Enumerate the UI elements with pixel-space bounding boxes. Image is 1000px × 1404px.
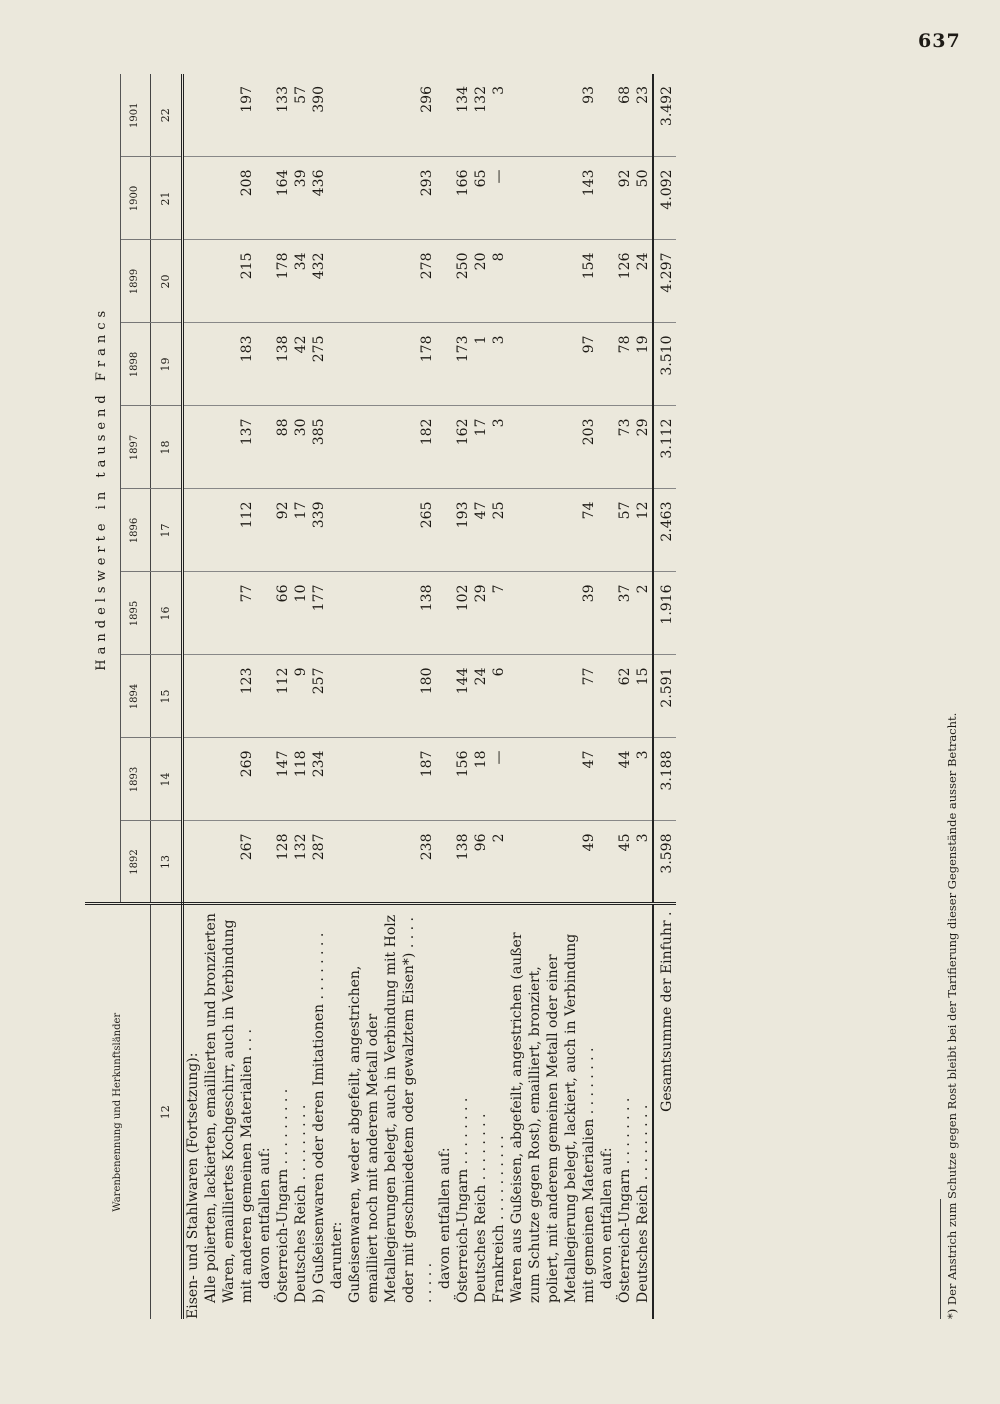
value-cell: 257 [310, 655, 328, 738]
value-cell [256, 738, 274, 821]
value-cell: 47 [472, 489, 490, 572]
value-cell: 187 [346, 738, 436, 821]
row-label: darunter: [328, 904, 346, 1319]
value-cell [598, 821, 616, 904]
value-cell: 134 [454, 74, 472, 157]
value-cell [183, 655, 203, 738]
table-row [616, 74, 634, 1319]
row-label: Eisen- und Stahlwaren (Fortsetzung): [183, 904, 203, 1319]
column-index: 21 [151, 157, 183, 240]
value-cell: 45 [616, 821, 634, 904]
value-cell [183, 74, 203, 157]
value-cell [328, 323, 346, 406]
table-body [183, 74, 677, 1319]
value-cell [598, 655, 616, 738]
value-cell: 132 [472, 74, 490, 157]
column-index: 13 [151, 821, 183, 904]
total-row [653, 74, 676, 1319]
value-cell: 10 [292, 572, 310, 655]
value-cell: 275 [310, 323, 328, 406]
value-cell: 215 [202, 240, 256, 323]
row-label: Deutsches Reich . . . . . . . . . [634, 904, 653, 1319]
column-index: 20 [151, 240, 183, 323]
value-cell: 183 [202, 323, 256, 406]
value-cell: 3 [634, 738, 653, 821]
value-cell [598, 240, 616, 323]
value-cell: 138 [274, 323, 292, 406]
value-cell: 15 [634, 655, 653, 738]
value-cell [256, 655, 274, 738]
value-cell [183, 406, 203, 489]
value-cell: 432 [310, 240, 328, 323]
value-cell: 7 [490, 572, 508, 655]
column-index: 12 [151, 904, 183, 1319]
value-cell: 293 [346, 157, 436, 240]
value-cell: 78 [616, 323, 634, 406]
row-label: Österreich-Ungarn . . . . . . . . [454, 904, 472, 1319]
value-cell: 267 [202, 821, 256, 904]
total-label: Gesamtsumme der Einfuhr . [653, 904, 676, 1319]
value-cell: 12 [634, 489, 653, 572]
value-cell: 173 [454, 323, 472, 406]
value-cell: 92 [274, 489, 292, 572]
year-header: 1895 [120, 572, 150, 655]
table-row [346, 74, 436, 1319]
value-cell: 112 [274, 655, 292, 738]
trade-values-table [85, 74, 676, 1319]
value-cell: 143 [508, 157, 598, 240]
row-label: Österreich-Ungarn . . . . . . . . . [274, 904, 292, 1319]
value-cell: 178 [274, 240, 292, 323]
value-cell [256, 821, 274, 904]
row-label: Gußeisenwaren, weder abgefeilt, angestrichen, emailliert noch mit anderem Metall oder Metallegierungen belegt, auch in Verbindung mit Holz oder mit geschmiedetem oder gewalztem Eisen*) . . . . . . . . . [346, 904, 436, 1319]
column-index: 14 [151, 738, 183, 821]
total-value-cell: 4.092 [653, 157, 676, 240]
row-label: Österreich-Ungarn . . . . . . . . [616, 904, 634, 1319]
value-cell [598, 323, 616, 406]
table-row [328, 74, 346, 1319]
value-cell: 34 [292, 240, 310, 323]
value-cell: 44 [616, 738, 634, 821]
value-cell [183, 323, 203, 406]
table-row [310, 74, 328, 1319]
value-cell: 154 [508, 240, 598, 323]
footnote [940, 79, 959, 1319]
value-cell: 162 [454, 406, 472, 489]
value-cell: 164 [274, 157, 292, 240]
value-cell [256, 240, 274, 323]
value-cell: 73 [616, 406, 634, 489]
value-cell: 39 [508, 572, 598, 655]
category-header: Warenbenennung und Herkunftsländer [85, 904, 151, 1319]
value-cell: 138 [346, 572, 436, 655]
table-row [436, 74, 454, 1319]
value-cell: 47 [508, 738, 598, 821]
value-cell: 17 [472, 406, 490, 489]
value-cell: 66 [274, 572, 292, 655]
year-header: 1894 [120, 655, 150, 738]
value-cell: 18 [472, 738, 490, 821]
value-cell: 39 [292, 157, 310, 240]
row-label: davon entfallen auf: [436, 904, 454, 1319]
value-cell: 88 [274, 406, 292, 489]
value-cell: — [490, 157, 508, 240]
value-cell: 96 [472, 821, 490, 904]
year-header: 1901 [120, 74, 150, 157]
value-cell: 68 [616, 74, 634, 157]
value-cell: 118 [292, 738, 310, 821]
values-group-header: Handelswerte in tausend Francs [85, 74, 120, 904]
value-cell [598, 572, 616, 655]
value-cell: 112 [202, 489, 256, 572]
total-value-cell: 4.297 [653, 240, 676, 323]
value-cell: 339 [310, 489, 328, 572]
value-cell [598, 74, 616, 157]
year-header: 1892 [120, 821, 150, 904]
value-cell: 37 [616, 572, 634, 655]
value-cell: 97 [508, 323, 598, 406]
value-cell: 193 [454, 489, 472, 572]
value-cell: 126 [616, 240, 634, 323]
table-row [508, 74, 598, 1319]
value-cell: 25 [490, 489, 508, 572]
value-cell: 74 [508, 489, 598, 572]
value-cell [256, 572, 274, 655]
year-header: 1896 [120, 489, 150, 572]
value-cell: 102 [454, 572, 472, 655]
total-value-cell: 3.188 [653, 738, 676, 821]
value-cell: 93 [508, 74, 598, 157]
value-cell [436, 489, 454, 572]
value-cell: 436 [310, 157, 328, 240]
value-cell [436, 738, 454, 821]
value-cell [436, 406, 454, 489]
value-cell: 269 [202, 738, 256, 821]
value-cell [183, 157, 203, 240]
value-cell: 6 [490, 655, 508, 738]
value-cell [256, 323, 274, 406]
value-cell: 49 [508, 821, 598, 904]
value-cell [183, 821, 203, 904]
value-cell: 8 [490, 240, 508, 323]
value-cell [436, 240, 454, 323]
value-cell: 92 [616, 157, 634, 240]
footnote-text: *) Der Anstrich zum Schutze gegen Rost bleibt bei der Tarifierung dieser Gegenstände ausser Betracht. [945, 712, 959, 1319]
row-label: Alle polierten, lackierten, emaillierten und bronzierten Waren, emailliertes Kochgeschirr, auch in Verbindung mit anderen gemeinen Materialien . . . [202, 904, 256, 1319]
value-cell [328, 572, 346, 655]
value-cell: 24 [634, 240, 653, 323]
value-cell: 3 [490, 406, 508, 489]
row-label: Deutsches Reich . . . . . . . . [472, 904, 490, 1319]
column-index: 16 [151, 572, 183, 655]
value-cell: 156 [454, 738, 472, 821]
footnote-rule [940, 1199, 941, 1319]
value-cell [328, 406, 346, 489]
value-cell: 24 [472, 655, 490, 738]
value-cell [598, 406, 616, 489]
value-cell: 19 [634, 323, 653, 406]
value-cell [436, 74, 454, 157]
value-cell: 144 [454, 655, 472, 738]
value-cell [328, 489, 346, 572]
value-cell [328, 157, 346, 240]
value-cell: 177 [310, 572, 328, 655]
value-cell [436, 655, 454, 738]
value-cell: 234 [310, 738, 328, 821]
total-value-cell: 3.598 [653, 821, 676, 904]
value-cell: 128 [274, 821, 292, 904]
value-cell [436, 323, 454, 406]
table-row [472, 74, 490, 1319]
value-cell: 208 [202, 157, 256, 240]
row-label: davon entfallen auf: [598, 904, 616, 1319]
value-cell: 132 [292, 821, 310, 904]
value-cell: 3 [634, 821, 653, 904]
value-cell: 42 [292, 323, 310, 406]
value-cell: 166 [454, 157, 472, 240]
total-value-cell: 2.591 [653, 655, 676, 738]
table-row [256, 74, 274, 1319]
value-cell [256, 489, 274, 572]
table-row [598, 74, 616, 1319]
value-cell: 1 [472, 323, 490, 406]
table-row [274, 74, 292, 1319]
value-cell: 178 [346, 323, 436, 406]
value-cell: 3 [490, 323, 508, 406]
value-cell: 50 [634, 157, 653, 240]
year-header: 1893 [120, 738, 150, 821]
value-cell [436, 572, 454, 655]
value-cell: 138 [454, 821, 472, 904]
value-cell [183, 240, 203, 323]
column-index: 15 [151, 655, 183, 738]
value-cell: 278 [346, 240, 436, 323]
value-cell [598, 157, 616, 240]
year-header: 1899 [120, 240, 150, 323]
value-cell [328, 655, 346, 738]
row-label: Deutsches Reich . . . . . . . . . [292, 904, 310, 1319]
value-cell: 203 [508, 406, 598, 489]
value-cell [256, 74, 274, 157]
value-cell: 238 [346, 821, 436, 904]
value-cell [328, 738, 346, 821]
table-row [292, 74, 310, 1319]
value-cell [256, 406, 274, 489]
value-cell: 296 [346, 74, 436, 157]
value-cell [328, 821, 346, 904]
page-number: 637 [918, 30, 961, 52]
value-cell: 29 [634, 406, 653, 489]
table-row [454, 74, 472, 1319]
value-cell [183, 738, 203, 821]
total-value-cell: 1.916 [653, 572, 676, 655]
value-cell [256, 157, 274, 240]
value-cell: 180 [346, 655, 436, 738]
value-cell: — [490, 738, 508, 821]
table-row [634, 74, 653, 1319]
value-cell: 133 [274, 74, 292, 157]
value-cell: 17 [292, 489, 310, 572]
value-cell: 29 [472, 572, 490, 655]
column-index: 19 [151, 323, 183, 406]
value-cell: 62 [616, 655, 634, 738]
value-cell: 65 [472, 157, 490, 240]
value-cell: 287 [310, 821, 328, 904]
value-cell: 9 [292, 655, 310, 738]
value-cell: 147 [274, 738, 292, 821]
year-header: 1900 [120, 157, 150, 240]
column-index: 22 [151, 74, 183, 157]
value-cell: 265 [346, 489, 436, 572]
value-cell: 77 [508, 655, 598, 738]
year-header: 1898 [120, 323, 150, 406]
value-cell: 250 [454, 240, 472, 323]
total-value-cell: 3.112 [653, 406, 676, 489]
column-index: 17 [151, 489, 183, 572]
value-cell: 137 [202, 406, 256, 489]
row-label: Waren aus Gußeisen, abgefeilt, angestrichen (außer zum Schutze gegen Rost), emailliert, bronziert, poliert, mit anderem gemeinen Metall oder einer Metallegierung belegt, lackiert, auch in Verbindung mit gemeinen Materialien . . . . . . . . [508, 904, 598, 1319]
value-cell: 20 [472, 240, 490, 323]
total-value-cell: 3.492 [653, 74, 676, 157]
value-cell [598, 738, 616, 821]
value-cell [183, 572, 203, 655]
row-label: b) Gußeisenwaren oder deren Imitationen . . . . . . . . [310, 904, 328, 1319]
value-cell: 77 [202, 572, 256, 655]
value-cell: 182 [346, 406, 436, 489]
value-cell: 385 [310, 406, 328, 489]
table-row [202, 74, 256, 1319]
value-cell: 123 [202, 655, 256, 738]
value-cell: 23 [634, 74, 653, 157]
value-cell [436, 821, 454, 904]
value-cell: 3 [490, 74, 508, 157]
total-value-cell: 2.463 [653, 489, 676, 572]
row-label: davon entfallen auf: [256, 904, 274, 1319]
row-label: Frankreich . . . . . . . . . . [490, 904, 508, 1319]
column-index: 18 [151, 406, 183, 489]
value-cell: 390 [310, 74, 328, 157]
value-cell: 2 [634, 572, 653, 655]
value-cell [328, 240, 346, 323]
value-cell [598, 489, 616, 572]
value-cell [183, 489, 203, 572]
value-cell: 57 [292, 74, 310, 157]
year-header: 1897 [120, 406, 150, 489]
value-cell: 57 [616, 489, 634, 572]
value-cell [328, 74, 346, 157]
total-value-cell: 3.510 [653, 323, 676, 406]
table-row [490, 74, 508, 1319]
table-row [183, 74, 203, 1319]
value-cell [436, 157, 454, 240]
value-cell: 2 [490, 821, 508, 904]
value-cell: 197 [202, 74, 256, 157]
value-cell: 30 [292, 406, 310, 489]
